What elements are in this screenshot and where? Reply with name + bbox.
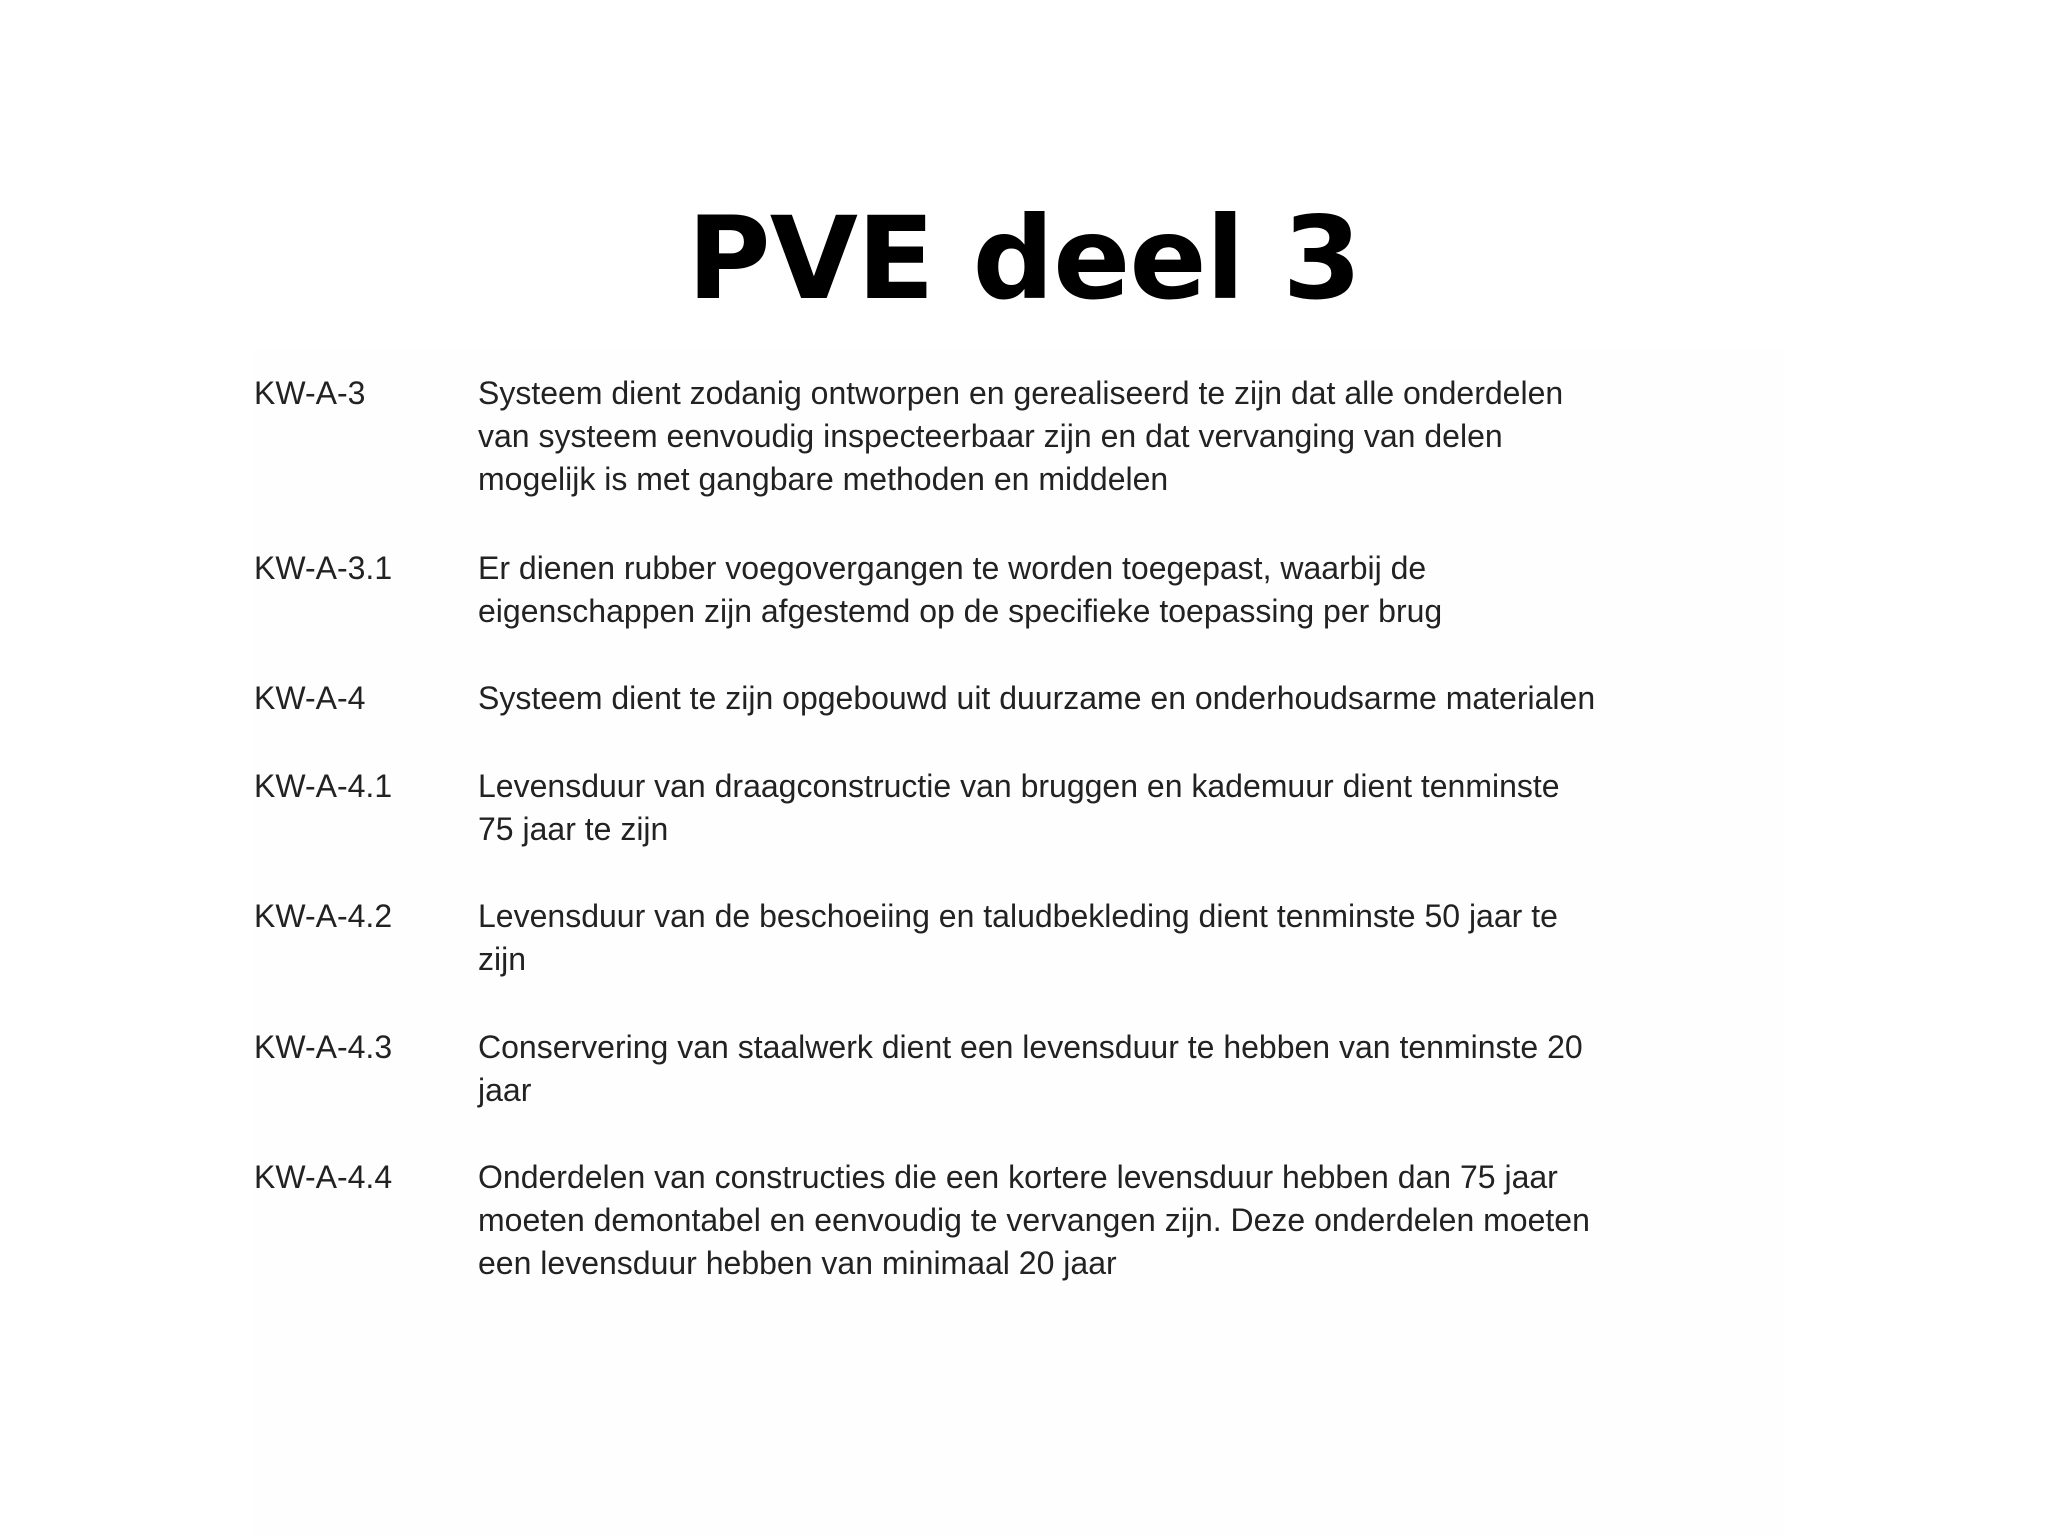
requirement-code: KW-A-4.4	[254, 1159, 393, 1195]
requirement-text: Levensduur van de beschoeiing en taludbekleding dient tenminste 50 jaar te zijn	[478, 898, 1558, 977]
requirement-code: KW-A-3.1	[254, 550, 393, 586]
requirement-text: Er dienen rubber voegovergangen te worden toegepast, waarbij de eigenschappen zijn afgestemd op de specifieke toepassing per brug	[478, 550, 1443, 629]
requirement-code: KW-A-4.1	[254, 768, 393, 804]
requirement-code: KW-A-4.2	[254, 898, 393, 934]
requirement-code: KW-A-3	[254, 375, 366, 411]
requirement-code: KW-A-4	[254, 680, 366, 716]
requirement-code: KW-A-4.3	[254, 1029, 393, 1065]
requirement-text: Onderdelen van constructies die een kortere levensduur hebben dan 75 jaar moeten demontabel en eenvoudig te vervangen zijn. Deze onderdelen moeten een levensduur hebben van minimaal 20 jaar	[478, 1159, 1590, 1281]
requirement-text: Conservering van staalwerk dient een levensduur te hebben van tenminste 20 jaar	[478, 1029, 1583, 1108]
requirement-text: Systeem dient te zijn opgebouwd uit duurzame en onderhoudsarme materialen	[478, 680, 1596, 716]
requirement-text: Levensduur van draagconstructie van bruggen en kademuur dient tenminste 75 jaar te zijn	[478, 768, 1560, 847]
slide-title: PVE deel 3	[687, 192, 1361, 326]
requirement-text: Systeem dient zodanig ontworpen en gerealiseerd te zijn dat alle onderdelen van systeem eenvoudig inspecteerbaar zijn en dat vervanging van delen mogelijk is met gangbare methoden en middelen	[478, 375, 1564, 497]
